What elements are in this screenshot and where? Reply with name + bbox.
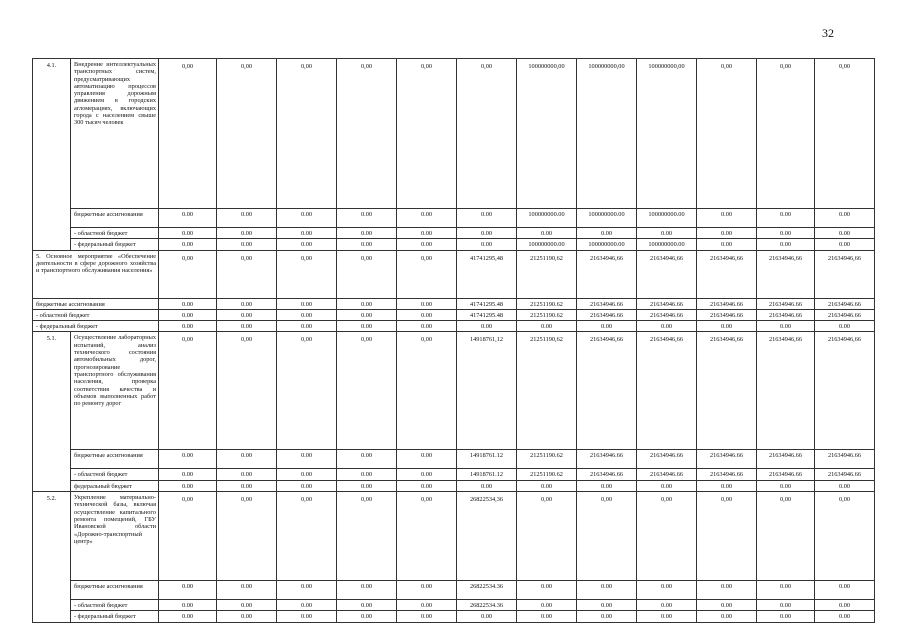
table-cell: 0.00 (815, 600, 875, 611)
table-cell: 0,00 (697, 59, 757, 209)
table-cell: 0.00 (217, 611, 277, 622)
table-row (33, 332, 875, 450)
table-cell: 21634946.66 (577, 309, 637, 320)
table-cell: 0.00 (217, 600, 277, 611)
table-cell: 0.00 (337, 228, 397, 239)
table-cell: 0.00 (577, 600, 637, 611)
table-cell: 21634946.66 (757, 469, 815, 480)
table-cell: 100000000,00 (577, 59, 637, 209)
table-cell: 0.00 (159, 321, 217, 332)
row-label: Внедрение интеллектуальных транспортных систем, предусматривающих автоматизацию процессов управления дорожным движением в городских агломерациях, включающих города с населением свыше 300 тысяч человек (71, 59, 159, 209)
table-cell: 0,00 (757, 492, 815, 581)
table-cell: 0,00 (397, 250, 457, 298)
table-cell: 21634946.66 (757, 298, 815, 309)
table-cell: 0.00 (815, 228, 875, 239)
table-cell: 0.00 (637, 581, 697, 600)
table-cell: 0,00 (337, 59, 397, 209)
table-row (33, 450, 875, 469)
table-cell: 41741295.48 (457, 298, 517, 309)
table-cell: 21634946.66 (815, 469, 875, 480)
table-cell: 0,00 (217, 250, 277, 298)
table-cell: 0.00 (337, 209, 397, 228)
table-cell: 0,00 (815, 59, 875, 209)
table-cell: 21251190.62 (517, 309, 577, 320)
table-cell: 41741295.48 (457, 309, 517, 320)
table-cell: 0.00 (217, 239, 277, 250)
table-cell: 0.00 (577, 611, 637, 622)
table-cell: 0,00 (757, 59, 815, 209)
row-label: бюджетные ассигнования (71, 209, 159, 228)
row-label: Осуществление лабораторных испытаний, анализ технического состояния автомобильных дорог, прогнозирование транспортного обслуживания населения, проверка соответствия качества и объемов выполненных работ по ремонту дорог (71, 332, 159, 450)
table-cell: 0.00 (757, 209, 815, 228)
page-number: 32 (822, 26, 834, 40)
budget-table-body (33, 59, 875, 623)
table-cell: 0.00 (217, 309, 277, 320)
table-cell: 0.00 (217, 228, 277, 239)
table-cell: 0.00 (337, 611, 397, 622)
table-row (33, 581, 875, 600)
table-cell: 0.00 (159, 611, 217, 622)
table-cell: 0.00 (217, 298, 277, 309)
table-cell: 0.00 (637, 480, 697, 491)
table-cell: 0,00 (217, 492, 277, 581)
table-cell: 0.00 (637, 611, 697, 622)
row-label: - областной бюджет (71, 600, 159, 611)
table-cell: 0.00 (457, 239, 517, 250)
table-cell: 21634946.66 (815, 450, 875, 469)
table-cell: 0.00 (217, 581, 277, 600)
table-cell: 0.00 (277, 469, 337, 480)
table-cell: 0,00 (397, 59, 457, 209)
row-label: - федеральный бюджет (71, 239, 159, 250)
table-cell: 21634946,66 (577, 332, 637, 450)
row-number: 5.2. (33, 492, 71, 623)
table-row (33, 480, 875, 491)
table-cell: 21634946,66 (815, 250, 875, 298)
table-cell: 0.00 (697, 239, 757, 250)
table-cell: 0.00 (697, 600, 757, 611)
table-cell: 0,00 (517, 492, 577, 581)
row-label: - областной бюджет (71, 228, 159, 239)
table-cell: 21634946.66 (757, 450, 815, 469)
table-cell: 0.00 (757, 611, 815, 622)
table-cell: 0.00 (337, 469, 397, 480)
table-cell: 0.00 (159, 309, 217, 320)
table-cell: 0.00 (277, 611, 337, 622)
row-label: бюджетные ассигнования (71, 450, 159, 469)
table-cell: 0,00 (159, 332, 217, 450)
table-row (33, 298, 875, 309)
table-cell: 0.00 (337, 600, 397, 611)
table-cell: 100000000.00 (577, 209, 637, 228)
table-row (33, 239, 875, 250)
table-cell: 0.00 (277, 480, 337, 491)
table-cell: 0,00 (337, 332, 397, 450)
table-cell: 0,00 (277, 59, 337, 209)
table-cell: 0.00 (217, 209, 277, 228)
table-cell: 0,00 (577, 492, 637, 581)
table-cell: 41741295,48 (457, 250, 517, 298)
table-cell: 0.00 (159, 469, 217, 480)
table-cell: 0.00 (397, 450, 457, 469)
table-cell: 100000000,00 (637, 59, 697, 209)
table-cell: 0.00 (397, 321, 457, 332)
table-cell: 0.00 (337, 298, 397, 309)
table-cell: 0.00 (217, 469, 277, 480)
table-cell: 0,00 (159, 59, 217, 209)
table-cell: 0.00 (337, 239, 397, 250)
table-cell: 0.00 (697, 321, 757, 332)
table-cell: 0,00 (637, 492, 697, 581)
table-cell: 0.00 (815, 480, 875, 491)
table-cell: 0,00 (337, 250, 397, 298)
table-cell: 0,00 (397, 332, 457, 450)
table-cell: 26822534.36 (457, 600, 517, 611)
table-cell: 26822534.36 (457, 581, 517, 600)
table-cell: 0,00 (159, 250, 217, 298)
table-cell: 0.00 (815, 611, 875, 622)
table-cell: 21251190.62 (517, 298, 577, 309)
table-cell: 0.00 (815, 581, 875, 600)
table-row (33, 59, 875, 209)
table-row (33, 611, 875, 622)
table-cell: 0.00 (397, 228, 457, 239)
table-cell: 0,00 (457, 59, 517, 209)
table-cell: 0.00 (697, 228, 757, 239)
row-label: - федеральный бюджет (33, 321, 159, 332)
table-cell: 0.00 (457, 321, 517, 332)
table-cell: 21634946,66 (577, 250, 637, 298)
table-cell: 21634946.66 (637, 298, 697, 309)
table-cell: 0.00 (397, 480, 457, 491)
table-cell: 21634946,66 (757, 250, 815, 298)
table-cell: 0.00 (397, 469, 457, 480)
row-label: бюджетные ассигнования (71, 581, 159, 600)
table-cell: 0.00 (457, 209, 517, 228)
table-cell: 0,00 (337, 492, 397, 581)
row-label: федеральный бюджет (71, 480, 159, 491)
table-cell: 0.00 (397, 209, 457, 228)
table-cell: 0.00 (697, 581, 757, 600)
table-cell: 21634946.66 (697, 309, 757, 320)
table-cell: 21251190.62 (517, 469, 577, 480)
table-cell: 21634946.66 (697, 298, 757, 309)
table-cell: 100000000.00 (517, 239, 577, 250)
table-cell: 21634946.66 (815, 309, 875, 320)
table-cell: 0.00 (159, 228, 217, 239)
table-cell: 0.00 (159, 600, 217, 611)
table-cell: 21634946.66 (815, 298, 875, 309)
table-cell: 0.00 (457, 611, 517, 622)
table-cell: 0.00 (277, 600, 337, 611)
table-cell: 21634946,66 (697, 332, 757, 450)
table-cell: 0.00 (697, 480, 757, 491)
table-cell: 0.00 (577, 321, 637, 332)
table-cell: 21251190,62 (517, 250, 577, 298)
table-cell: 0.00 (277, 239, 337, 250)
table-cell: 0.00 (637, 321, 697, 332)
table-cell: 21634946,66 (757, 332, 815, 450)
table-cell: 0.00 (337, 450, 397, 469)
table-cell: 0.00 (159, 450, 217, 469)
table-row (33, 209, 875, 228)
table-cell: 0,00 (159, 492, 217, 581)
table-cell: 0.00 (397, 581, 457, 600)
table-cell: 0.00 (517, 581, 577, 600)
table-row (33, 309, 875, 320)
table-cell: 0.00 (277, 450, 337, 469)
table-cell: 0.00 (697, 611, 757, 622)
table-cell: 0.00 (577, 581, 637, 600)
row-label: - федеральный бюджет (71, 611, 159, 622)
table-cell: 0.00 (159, 480, 217, 491)
table-cell: 21634946.66 (577, 298, 637, 309)
table-cell: 0.00 (757, 600, 815, 611)
table-row (33, 250, 875, 298)
table-cell: 0.00 (697, 209, 757, 228)
table-cell: 14918761.12 (457, 469, 517, 480)
table-cell: 21634946,66 (815, 332, 875, 450)
table-cell: 0.00 (217, 321, 277, 332)
table-cell: 0.00 (337, 321, 397, 332)
table-cell: 21634946,66 (637, 250, 697, 298)
table-cell: 100000000.00 (637, 209, 697, 228)
table-cell: 0.00 (277, 309, 337, 320)
table-cell: 0.00 (277, 321, 337, 332)
table-cell: 0.00 (277, 228, 337, 239)
table-cell: 0.00 (159, 298, 217, 309)
table-cell: 0.00 (337, 309, 397, 320)
row-label: бюджетные ассигнования (33, 298, 159, 309)
table-cell: 0,00 (697, 492, 757, 581)
table-cell: 0.00 (757, 239, 815, 250)
table-cell: 21251190.62 (517, 450, 577, 469)
table-cell: 0.00 (517, 321, 577, 332)
row-label: - областной бюджет (33, 309, 159, 320)
table-row (33, 228, 875, 239)
row-label: - областной бюджет (71, 469, 159, 480)
table-cell: 0.00 (397, 298, 457, 309)
table-cell: 0.00 (159, 239, 217, 250)
table-cell: 0.00 (337, 480, 397, 491)
table-cell: 0.00 (337, 581, 397, 600)
table-cell: 0,00 (815, 492, 875, 581)
table-cell: 0,00 (277, 332, 337, 450)
table-cell: 0,00 (217, 59, 277, 209)
table-cell: 0.00 (757, 581, 815, 600)
table-cell: 0.00 (397, 309, 457, 320)
row-label: Укрепление материально-технической базы, включая осуществление капитального ремонта помещений, ГБУ Ивановской области «Дорожно-транспортный центр» (71, 492, 159, 581)
table-cell: 0.00 (159, 581, 217, 600)
table-cell: 21634946,66 (637, 332, 697, 450)
table-cell: 0.00 (637, 600, 697, 611)
table-cell: 0.00 (757, 228, 815, 239)
table-cell: 0.00 (397, 600, 457, 611)
table-cell: 14918761.12 (457, 450, 517, 469)
table-cell: 21634946.66 (637, 450, 697, 469)
table-cell: 21634946.66 (637, 309, 697, 320)
table-cell: 0.00 (577, 228, 637, 239)
table-cell: 0,00 (397, 492, 457, 581)
table-row (33, 600, 875, 611)
table-cell: 0.00 (277, 298, 337, 309)
table-cell: 0.00 (397, 611, 457, 622)
table-cell: 0.00 (577, 480, 637, 491)
table-cell: 0.00 (517, 611, 577, 622)
table-cell: 0.00 (815, 209, 875, 228)
table-cell: 0.00 (397, 239, 457, 250)
table-cell: 0.00 (159, 209, 217, 228)
table-cell: 0.00 (637, 228, 697, 239)
table-cell: 100000000.00 (637, 239, 697, 250)
table-cell: 0,00 (217, 332, 277, 450)
table-cell: 0.00 (217, 450, 277, 469)
table-cell: 26822534,36 (457, 492, 517, 581)
table-cell: 0.00 (277, 209, 337, 228)
table-cell: 21634946.66 (577, 469, 637, 480)
table-cell: 21634946.66 (697, 450, 757, 469)
table-cell: 100000000,00 (517, 59, 577, 209)
table-cell: 21251190,62 (517, 332, 577, 450)
table-cell: 0.00 (757, 480, 815, 491)
table-cell: 0,00 (277, 250, 337, 298)
table-cell: 0.00 (815, 239, 875, 250)
table-cell: 100000000.00 (577, 239, 637, 250)
row-number: 4.1. (33, 59, 71, 251)
table-cell: 0.00 (517, 600, 577, 611)
row-label: 5. Основное мероприятие «Обеспечение деятельности в сфере дорожного хозяйства и транспортного обслуживания населения» (33, 250, 159, 298)
table-cell: 100000000.00 (517, 209, 577, 228)
table-cell: 0.00 (277, 581, 337, 600)
table-cell: 21634946.66 (757, 309, 815, 320)
table-cell: 0.00 (517, 480, 577, 491)
budget-table (32, 58, 875, 623)
table-cell: 0.00 (457, 480, 517, 491)
table-row (33, 492, 875, 581)
table-cell: 21634946.66 (577, 450, 637, 469)
table-cell: 0.00 (217, 480, 277, 491)
table-cell: 21634946.66 (697, 469, 757, 480)
table-cell: 21634946.66 (637, 469, 697, 480)
row-number: 5.1. (33, 332, 71, 492)
table-cell: 0,00 (277, 492, 337, 581)
table-cell: 14918761,12 (457, 332, 517, 450)
table-row (33, 321, 875, 332)
table-cell: 0.00 (517, 228, 577, 239)
table-cell: 0.00 (815, 321, 875, 332)
table-cell: 0.00 (457, 228, 517, 239)
table-cell: 0.00 (757, 321, 815, 332)
table-cell: 21634946,66 (697, 250, 757, 298)
table-row (33, 469, 875, 480)
